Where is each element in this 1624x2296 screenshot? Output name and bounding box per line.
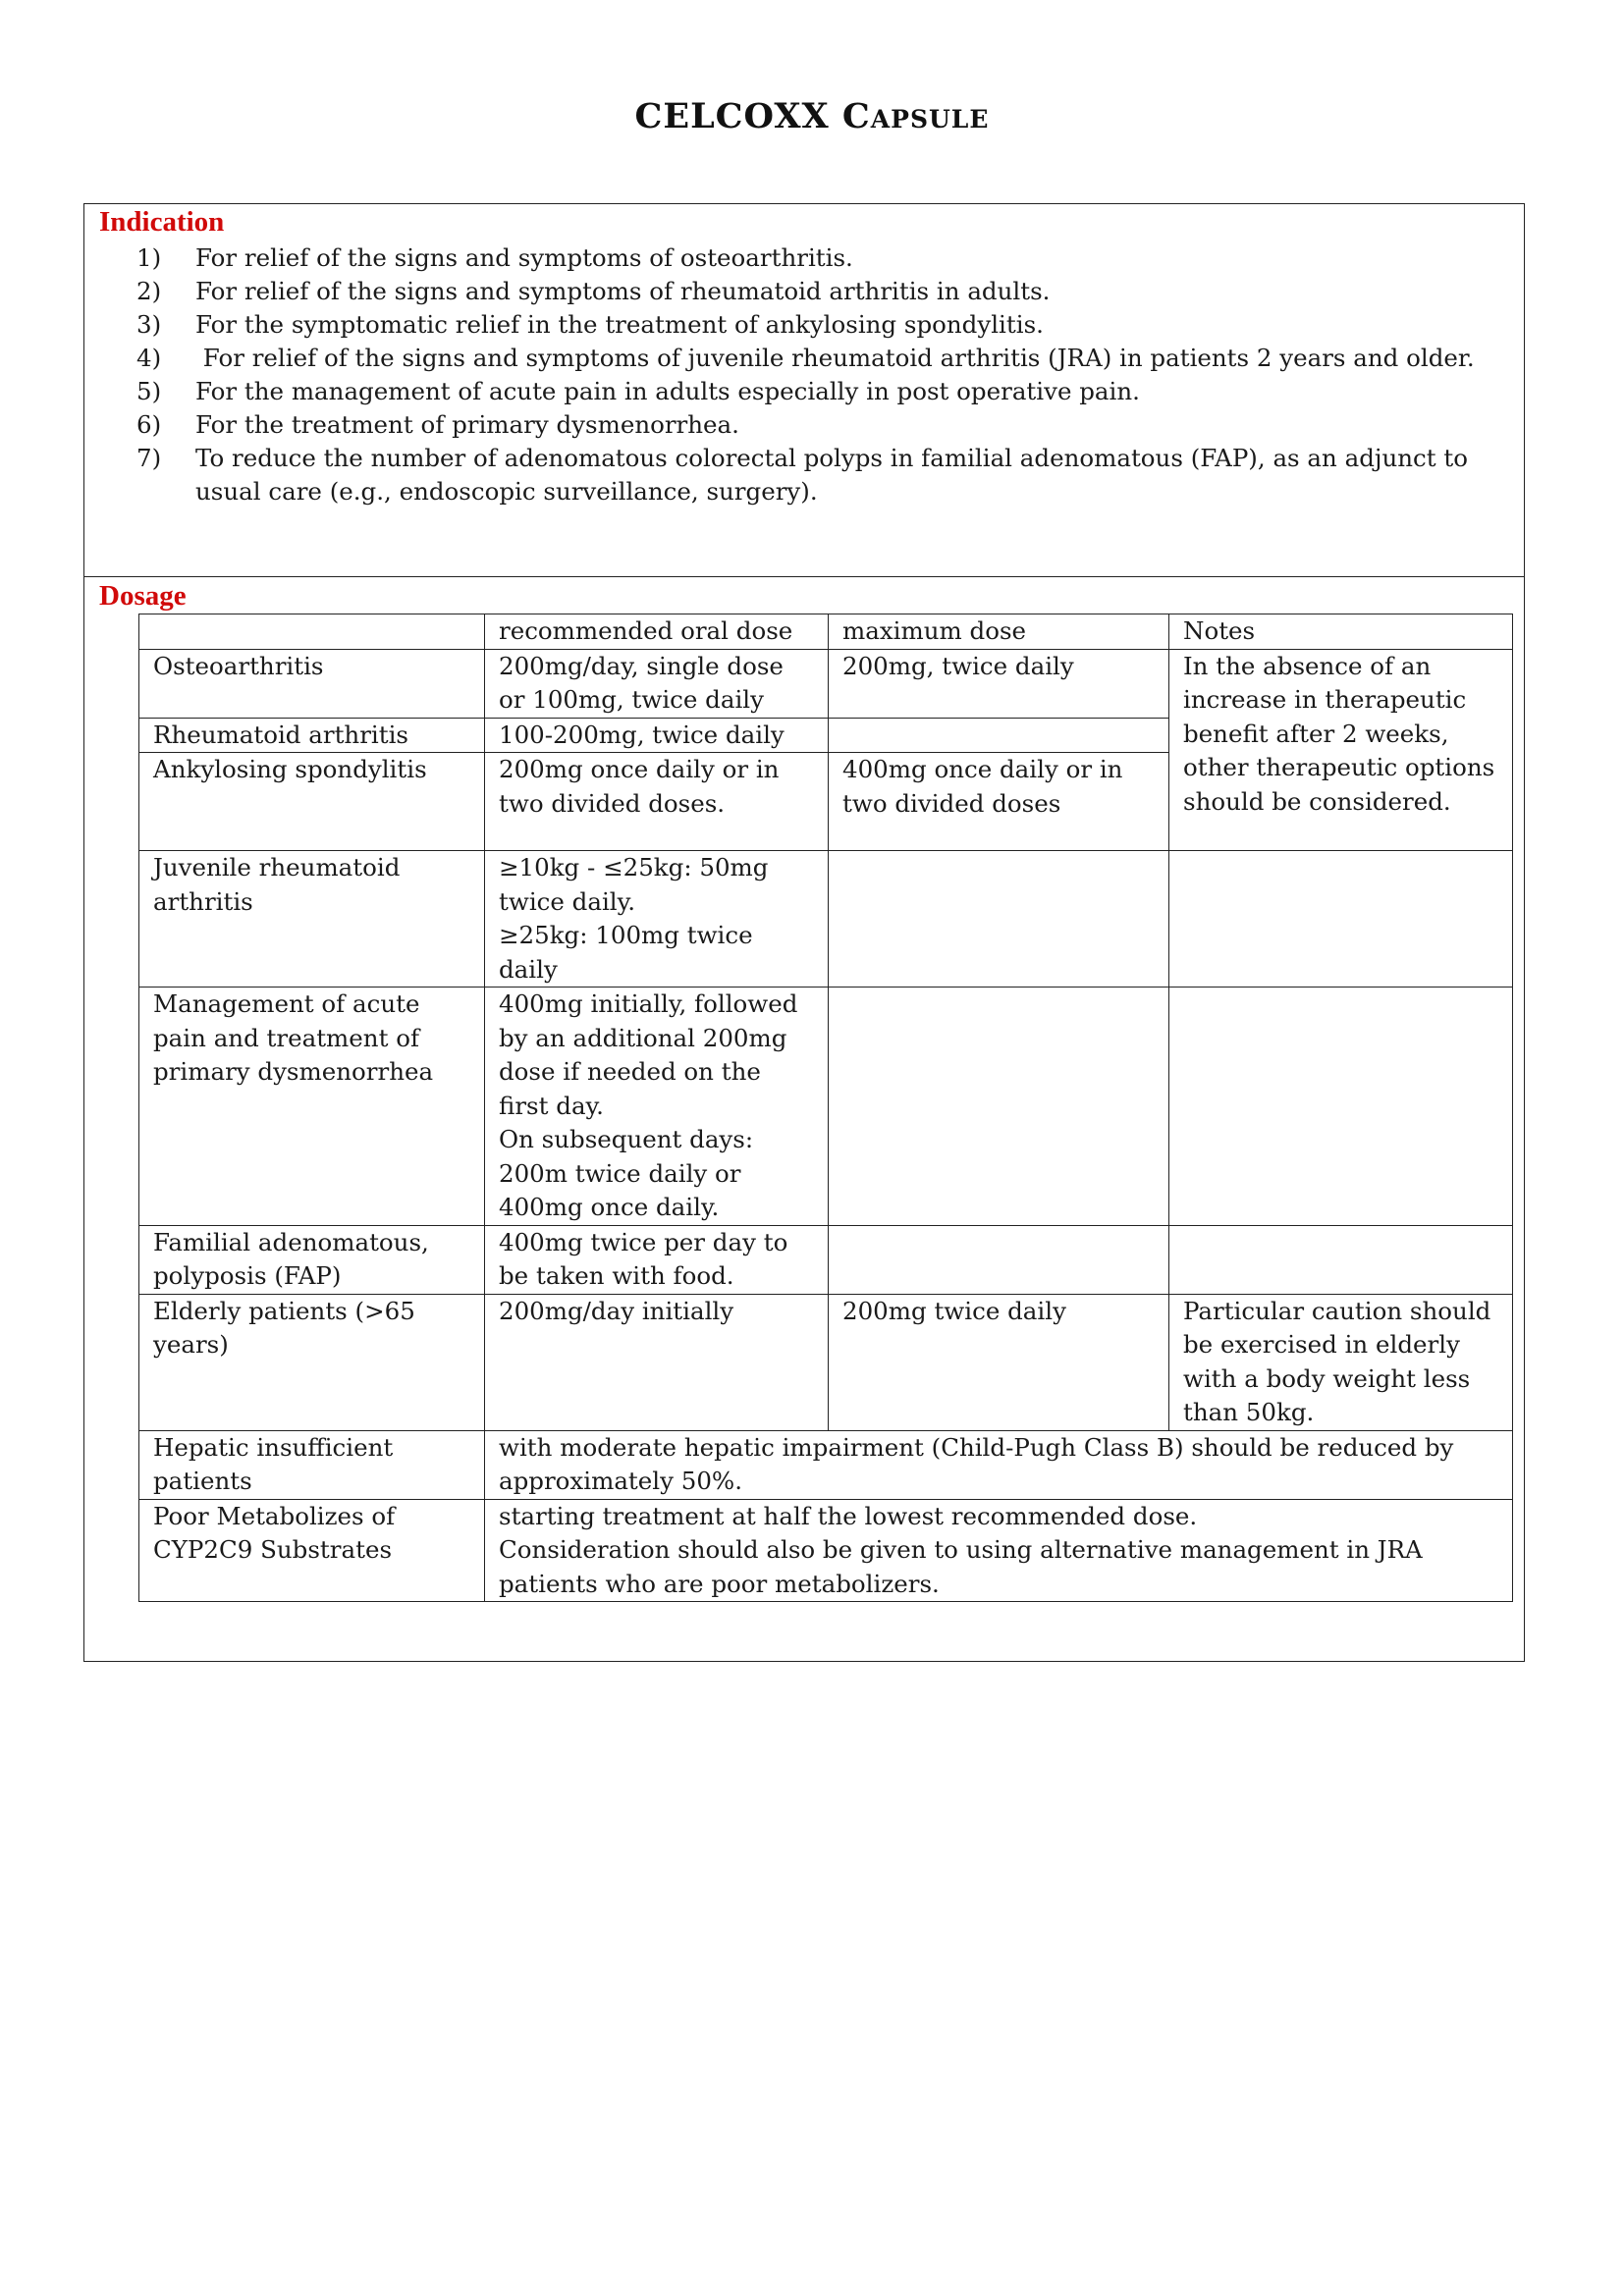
content-frame: [83, 203, 1525, 1662]
dose-line: 400mg initially, followed by an additional 200mg dose if needed on the first day.: [499, 989, 798, 1120]
column-header: maximum dose: [829, 614, 1169, 650]
indication-cell: Juvenile rheumatoid arthritis: [139, 851, 485, 988]
dose-line: ≥10kg - ≤25kg: 50mg twice daily.: [499, 853, 769, 916]
indication-cell: Familial adenomatous, polyposis (FAP): [139, 1225, 485, 1294]
dose-line: On subsequent days: 200m twice daily or 400mg once daily.: [499, 1125, 754, 1221]
indication-item: 3) For the symptomatic relief in the treatment of ankylosing spondylitis.: [136, 310, 1044, 339]
dosage-table: [138, 614, 1513, 1602]
max-dose-cell: 200mg twice daily: [829, 1294, 1169, 1430]
column-header: recommended oral dose: [485, 614, 829, 650]
indication-item: 5) For the management of acute pain in adults especially in post operative pain.: [136, 377, 1140, 405]
indication-list: [84, 241, 1518, 508]
indication-cell: Osteoarthritis: [139, 649, 485, 718]
indication-cell: Elderly patients (>65 years): [139, 1294, 485, 1430]
indication-cell: Hepatic insufficient patients: [139, 1430, 485, 1499]
notes-cell: [1169, 1225, 1513, 1294]
dose-cell: 200mg/day, single dose or 100mg, twice daily: [485, 649, 829, 718]
indication-item: 6) For the treatment of primary dysmenorrhea.: [136, 410, 739, 439]
notes-cell: Particular caution should be exercised in elderly with a body weight less than 50kg.: [1169, 1294, 1513, 1430]
max-dose-cell: [829, 851, 1169, 988]
indication-cell: Management of acute pain and treatment of primary dysmenorrhea: [139, 988, 485, 1226]
dose-cell: 200mg/day initially: [485, 1294, 829, 1430]
max-dose-cell: [829, 718, 1169, 753]
max-dose-cell: 200mg, twice daily: [829, 649, 1169, 718]
table-row: [139, 1499, 1513, 1602]
dose-cell: 200mg once daily or in two divided doses.: [485, 753, 829, 851]
table-row: [139, 649, 1513, 718]
indication-item: 2) For relief of the signs and symptoms of rheumatoid arthritis in adults.: [136, 277, 1051, 305]
max-dose-cell: [829, 988, 1169, 1226]
dose-line: ≥25kg: 100mg twice daily: [499, 921, 753, 984]
indication-cell: Poor Metabolizes of CYP2C9 Substrates: [139, 1499, 485, 1602]
indication-item: 7) To reduce the number of adenomatous colorectal polyps in familial adenomatous (FAP), as an adjunct to usual care (e.g., endoscopic surveillance, surgery).: [136, 444, 1468, 506]
table-row: [139, 1294, 1513, 1430]
section-divider: [84, 576, 1524, 577]
table-row: [139, 1430, 1513, 1499]
dose-line: Consideration should also be given to using alternative management in JRA patients who are poor metabolizers.: [499, 1535, 1423, 1598]
dose-cell: 100-200mg, twice daily: [485, 718, 829, 753]
indication-item: 4) For relief of the signs and symptoms of juvenile rheumatoid arthritis (JRA) in patients 2 years and older.: [136, 344, 1475, 372]
table-row: [139, 851, 1513, 988]
column-header: [139, 614, 485, 650]
dose-cell: with moderate hepatic impairment (Child-Pugh Class B) should be reduced by approximately 50%.: [485, 1430, 1513, 1499]
dose-cell: [485, 988, 829, 1226]
indication-heading: Indication: [99, 206, 225, 238]
indication-cell: Rheumatoid arthritis: [139, 718, 485, 753]
table-row: [139, 988, 1513, 1226]
dose-cell: 400mg twice per day to be taken with food.: [485, 1225, 829, 1294]
dose-cell: [485, 1499, 1513, 1602]
column-header: Notes: [1169, 614, 1513, 650]
max-dose-cell: 400mg once daily or in two divided doses: [829, 753, 1169, 851]
notes-cell: [1169, 988, 1513, 1226]
indication-cell: Ankylosing spondylitis: [139, 753, 485, 851]
notes-cell: [1169, 851, 1513, 988]
dosage-heading: Dosage: [99, 580, 187, 612]
indication-item: 1) For relief of the signs and symptoms of osteoarthritis.: [136, 243, 853, 272]
table-row: [139, 1225, 1513, 1294]
document-title: CELCOXX Capsule: [634, 96, 990, 136]
table-header-row: [139, 614, 1513, 650]
max-dose-cell: [829, 1225, 1169, 1294]
notes-cell: In the absence of an increase in therapeutic benefit after 2 weeks, other therapeutic options should be considered.: [1169, 649, 1513, 851]
dose-cell: [485, 851, 829, 988]
dose-line: starting treatment at half the lowest recommended dose.: [499, 1501, 1198, 1530]
